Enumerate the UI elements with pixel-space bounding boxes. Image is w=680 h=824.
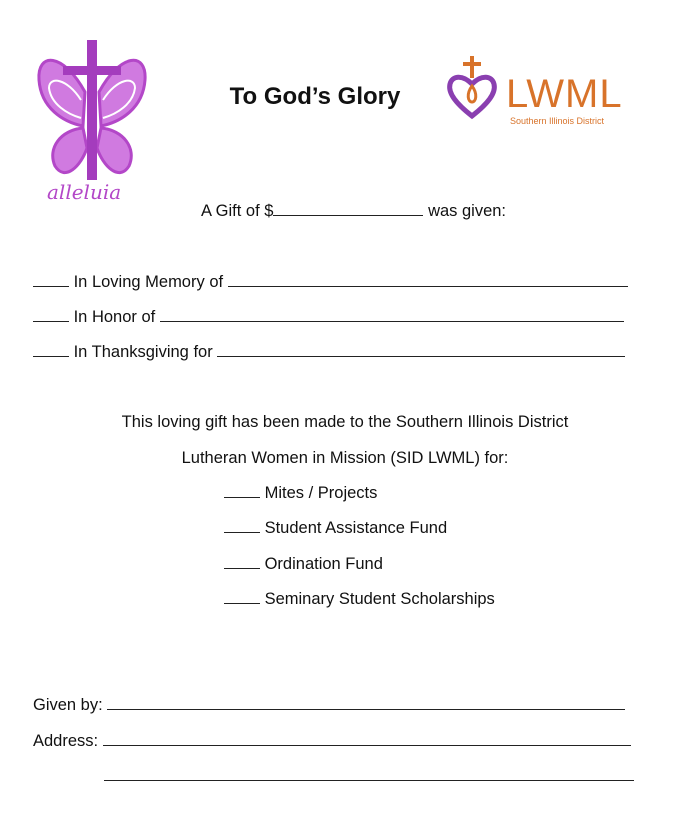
given-by-row [33, 695, 625, 715]
lwml-district-subtitle: Southern Illinois District [510, 116, 605, 126]
seminary-check-blank[interactable] [224, 589, 260, 604]
honor-label: In Honor of [73, 308, 156, 326]
fund-student-assistance-row [224, 518, 447, 538]
memory-name-blank[interactable] [228, 272, 628, 287]
memory-label: In Loving Memory of [73, 273, 224, 291]
address-row-2 [104, 766, 634, 786]
memory-check-blank[interactable] [33, 272, 69, 287]
gift-prefix: A Gift of $ [201, 202, 274, 220]
dedication-thanksgiving-row [33, 342, 625, 362]
ordination-check-blank[interactable] [224, 554, 260, 569]
statement-line-2: Lutheran Women in Mission (SID LWML) for: [181, 449, 509, 467]
gift-amount-blank[interactable] [273, 201, 423, 216]
thanksgiving-check-blank[interactable] [33, 342, 69, 357]
student-assistance-check-blank[interactable] [224, 518, 260, 533]
thanksgiving-name-blank[interactable] [217, 342, 625, 357]
address-row [33, 731, 631, 751]
fund-mites-row [224, 483, 377, 503]
given-by-label: Given by: [33, 696, 103, 714]
lwml-heart-cross-icon [444, 52, 504, 122]
honor-check-blank[interactable] [33, 307, 69, 322]
mites-label: Mites / Projects [264, 484, 378, 502]
student-assistance-label: Student Assistance Fund [264, 519, 448, 537]
page-title: To God’s Glory [229, 83, 401, 110]
alleluia-text: alleluia [47, 180, 122, 204]
address-blank-1[interactable] [103, 731, 631, 746]
thanksgiving-label: In Thanksgiving for [73, 343, 213, 361]
alleluia-logo [33, 30, 151, 220]
statement-line-1: This loving gift has been made to the Southern Illinois District [121, 413, 569, 431]
fund-ordination-row [224, 554, 383, 574]
dedication-memory-row [33, 272, 628, 292]
gift-suffix: was given: [428, 202, 507, 220]
address-label: Address: [33, 732, 99, 750]
lwml-wordmark: LWML [506, 72, 623, 116]
lwml-logo [444, 52, 644, 132]
gift-line [201, 201, 506, 221]
fund-seminary-row [224, 589, 495, 609]
given-by-blank[interactable] [107, 695, 625, 710]
mites-check-blank[interactable] [224, 483, 260, 498]
dedication-honor-row [33, 307, 624, 327]
honor-name-blank[interactable] [160, 307, 624, 322]
address-blank-2[interactable] [104, 766, 634, 781]
ordination-label: Ordination Fund [264, 555, 383, 573]
seminary-label: Seminary Student Scholarships [264, 590, 495, 608]
